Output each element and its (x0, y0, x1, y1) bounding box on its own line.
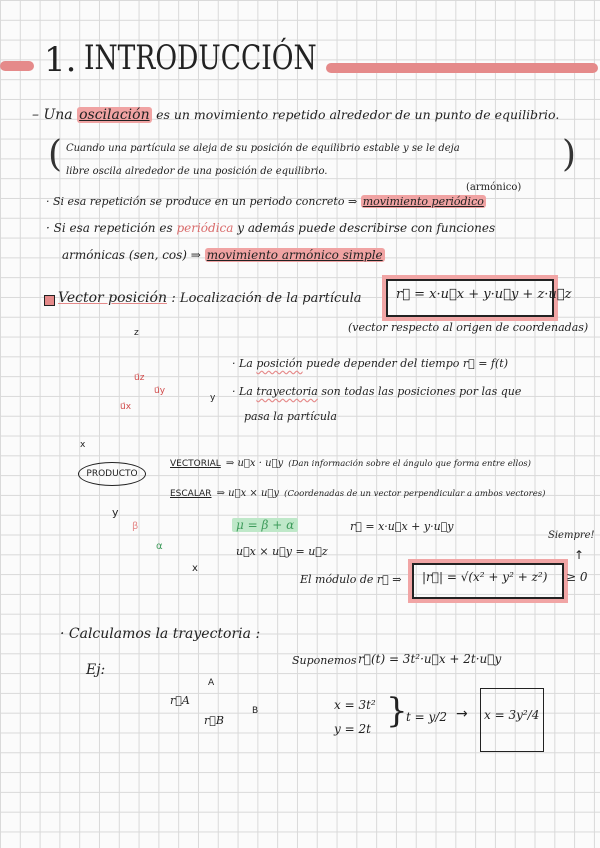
rb-label: r⃗B (204, 714, 224, 727)
producto-oval (78, 462, 146, 486)
keyword-oscilacion: oscilación (79, 107, 150, 123)
point-2-a: · La (232, 385, 253, 398)
word-posicion: posición (256, 357, 303, 370)
r-formula: r⃗ = x·u⃗x + y·u⃗y (350, 520, 454, 533)
point-1-a: · La (232, 357, 253, 370)
eq-x: x = 3t² (334, 698, 376, 712)
note-line-1: Cuando una partícula se aleja de su posición de equilibrio estable y se le deja (66, 143, 460, 154)
formula-note: (vector respecto al origen de coordenadas) (348, 321, 589, 334)
suponemos-label: Suponemos (292, 654, 357, 667)
movimiento-periodico: movimiento periódico (362, 195, 484, 208)
rt-formula: r⃗(t) = 3t²·u⃗x + 2t·u⃗y (358, 652, 502, 666)
vector-title-line (58, 290, 362, 306)
intro-dash: – (32, 107, 39, 123)
bullet-1-text: · Si esa repetición se produce en un periodo concreto ⇒ (46, 195, 358, 208)
point-b-label: B (252, 706, 259, 716)
unit-vector-j: u⃗y (154, 386, 166, 396)
escalar-formula: ⇒ u⃗x × u⃗y (216, 488, 280, 499)
note-paren-left: ( (48, 134, 63, 175)
word-periodica: periódica (176, 221, 234, 235)
intro-line (32, 107, 559, 123)
vector-subtitle: : Localización de la partícula (171, 291, 362, 306)
axis-z-label: z (134, 328, 139, 338)
result-formula: x = 3y²/4 (484, 708, 540, 722)
bullet-2-text-a: · Si esa repetición es (46, 221, 173, 235)
siempre-note: Siempre! (548, 530, 595, 541)
unit-vector-i: u⃗x (120, 402, 132, 412)
bullet-armonico (46, 221, 495, 235)
ra-label: r⃗A (170, 694, 190, 707)
word-trayectoria: trayectoria (256, 385, 318, 398)
modulo-label: El módulo de r⃗ ⇒ (300, 573, 402, 586)
mu-formula: μ = β + α (232, 518, 298, 532)
cross-formula: u⃗x × u⃗y = u⃗z (236, 545, 328, 558)
ej-label: Ej: (86, 662, 106, 678)
armonico-label: (armónico) (466, 182, 522, 193)
escalar-line (170, 481, 545, 500)
point-trayectoria (232, 385, 521, 398)
bullet-2-line2: armónicas (sen, cos) ⇒ (62, 248, 201, 262)
axis-x-label: x (80, 440, 86, 450)
header-bar-right (326, 63, 598, 73)
page-number: 1. (44, 40, 77, 80)
system-brace: } (386, 691, 408, 731)
page-title: INTRODUCCIÓN (84, 38, 317, 78)
header-bar-left (0, 61, 34, 71)
eq-y: y = 2t (334, 722, 371, 736)
point-posicion (232, 357, 508, 370)
angle-axis-x: x (192, 563, 198, 574)
trajectory-title: · Calculamos la trayectoria : (60, 626, 261, 642)
point-2-b: son todas las posiciones por las que (321, 385, 522, 398)
modulo-formula: |r⃗| = √(x² + y² + z²) (422, 570, 548, 584)
intro-after: es un movimiento repetido alrededor de un punto de equilibrio. (156, 107, 560, 122)
position-formula: r⃗ = x·u⃗x + y·u⃗y + z·u⃗z (396, 287, 572, 302)
bullet-armonico-line2 (62, 248, 385, 262)
producto-label: PRODUCTO (86, 469, 138, 479)
siempre-arrow: ↑ (574, 548, 585, 562)
escalar-label: ESCALAR (170, 489, 212, 499)
vectorial-line (170, 451, 531, 470)
result-arrow: → (456, 706, 468, 722)
bullet-periodico (46, 195, 486, 208)
unit-vector-k: u⃗z (134, 373, 145, 383)
vectorial-formula: ⇒ u⃗x · u⃗y (225, 458, 284, 469)
t-expression: t = y/2 (406, 710, 447, 724)
intro-before: Una (43, 107, 73, 123)
angle-alpha: α (156, 541, 163, 552)
note-paren-right: ) (562, 134, 577, 175)
escalar-note: (Coordenadas de un vector perpendicular a ambos vectores) (284, 489, 546, 499)
point-trayectoria-line2: pasa la partícula (244, 410, 337, 423)
point-a-label: A (208, 678, 215, 688)
bullet-2-text-b: y además puede describirse con funciones (237, 221, 496, 235)
movimiento-armonico-simple: movimiento armónico simple (206, 248, 383, 262)
axis-y-label: y (210, 393, 216, 403)
geq-zero: ≥ 0 (566, 570, 588, 584)
vector-posicion-title: Vector posición (58, 290, 167, 306)
angle-beta: β (132, 521, 139, 532)
angle-axis-y: y (112, 506, 119, 519)
vectorial-label: VECTORIAL (170, 459, 221, 469)
point-1-b: puede depender del tiempo r⃗ = f(t) (306, 357, 509, 370)
note-line-2: libre oscila alrededor de una posición de equilibrio. (66, 166, 328, 177)
vector-bullet-square (44, 295, 55, 306)
vectorial-note: (Dan información sobre el ángulo que forma entre ellos) (288, 459, 531, 469)
